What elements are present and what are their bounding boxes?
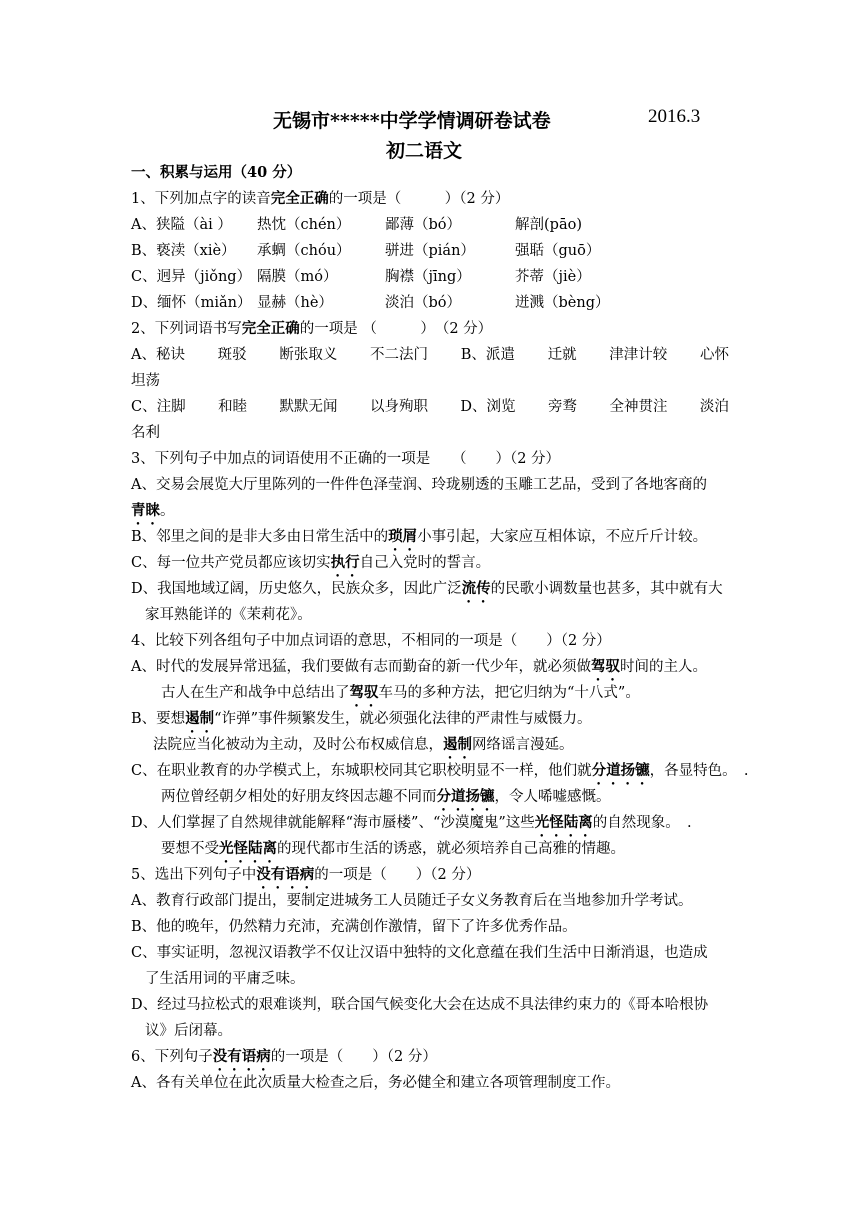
q2-word: 淡泊 [699, 399, 729, 415]
q4-dotted-word: 分道扬镳 [436, 788, 495, 805]
q1-option-cell: 热忱（chén） [257, 217, 351, 233]
q4-dotted-word: 驾驭 [590, 658, 620, 675]
q2-option-row [131, 342, 729, 368]
q2-word: 默默无闻 [279, 399, 338, 415]
question-6-stem [131, 1044, 731, 1070]
q2-word: 全神贯注 [609, 399, 668, 415]
q4-a1-pre: A、时代的发展异常迅猛，我们要做有志而勤奋的新一代少年，就必须做 [131, 659, 591, 675]
q4-b1-post: “诈弹”事件频繁发生，就必须强化法律的严肃性与威慑力。 [214, 711, 592, 727]
q1-option-cell: 鄙薄（bó） [385, 217, 462, 233]
q4-dotted-word: 分道扬镳 [591, 762, 650, 779]
q4-dotted-word: 遏制 [185, 710, 215, 727]
exam-date: 2016.3 [648, 106, 701, 127]
exam-content [131, 160, 749, 1096]
q4-option-b2 [131, 732, 731, 758]
q3-option-d [131, 576, 731, 602]
q4-a2-post: 车马的多种方法，把它归纳为“十八式”。 [378, 685, 640, 701]
q5-option-b: B、他的晚年，仍然精力充沛，充满创作激情，留下了许多优秀作品。 [131, 919, 577, 935]
q4-option-c2 [131, 784, 731, 810]
q4-c1-pre: C、在职业教育的办学模式上，东城职校同其它职校明显不一样，他们就 [131, 763, 592, 779]
q1-option-cell: 骈进（pián） [385, 243, 475, 259]
q2-stem-text: 2、下列词语书写 [131, 321, 242, 337]
q1-option-cell: 迸溅（bèng） [515, 295, 610, 311]
q1-option-row [131, 212, 731, 238]
q4-c2-pre: 两位曾经朝夕相处的好朋友终因志趣不同而 [161, 789, 437, 805]
q1-option-cell: B、亵渎（xiè） [131, 243, 236, 259]
q2-word: A、秘诀 [131, 347, 185, 363]
q2-stem-emphasis: 完全正确 [241, 320, 300, 337]
q2-option-row [131, 394, 729, 420]
q3-b-post: 小事引起，大家应互相体谅，不应斤斤计较。 [417, 529, 708, 545]
q4-dotted-word: 遏制 [443, 736, 472, 753]
q2-word: C、注脚 [131, 399, 186, 415]
q5-option-d: D、经过马拉松式的艰难谈判，联合国气候变化大会在达成不具法律约束力的《哥本哈根协 [131, 997, 709, 1013]
q1-option-cell: 芥蒂（jiè） [515, 269, 591, 285]
q1-option-cell: 显赫（hè） [257, 295, 333, 311]
q1-stem-emphasis: 完全正确 [270, 190, 329, 207]
q3-option-c [131, 550, 731, 576]
q3-dotted-word: 流传 [461, 580, 491, 597]
q4-option-b1 [131, 706, 731, 732]
question-2-stem [131, 316, 731, 342]
q4-option-c1 [131, 758, 749, 784]
q4-dotted-word: 驾驭 [349, 684, 379, 701]
q1-option-cell: A、狭隘（ài ） [131, 217, 232, 233]
q2-word: 津津计较 [609, 347, 668, 363]
q2-word: 旁骛 [548, 399, 578, 415]
title-row [0, 106, 860, 136]
q3-dotted-word: 青睐 [131, 502, 160, 519]
q4-a1-post: 时间的主人。 [619, 659, 707, 675]
q5-option-a: A、教育行政部门提出，要制定进城务工人员随迁子女义务教育后在当地参加升学考试。 [131, 893, 693, 909]
q6-stem-emphasis: 没有语病 [212, 1048, 271, 1065]
section-heading: 一、积累与运用（40 分） [131, 164, 302, 181]
q4-d2-pre: 要想不受 [161, 841, 219, 857]
q1-option-cell: 强聒（guō） [515, 243, 601, 259]
q2-word: B、派遣 [460, 347, 515, 363]
q3-option-a-end: 。 [160, 503, 175, 519]
q3-b-pre: B、邻里之间的是非大多由日常生活中的 [131, 529, 389, 545]
q4-a2-pre: 古人在生产和战争中总结出了 [161, 685, 350, 701]
q1-option-cell: 隔膜（mó） [257, 269, 338, 285]
q4-b2-pre: 法院应当化被动为主动，及时公布权威信息， [153, 737, 443, 753]
q6-stem-tail: 的一项是（ ）（2 分） [270, 1049, 437, 1065]
q1-option-row [131, 238, 731, 264]
q5-option-c: C、事实证明，忽视汉语教学不仅让汉语中独特的文化意蕴在我们生活中日渐消退，也造成 [131, 945, 708, 961]
q4-d1-pre: D、人们掌握了自然规律就能解释“海市蜃楼”、“沙漠魔鬼”这些 [131, 815, 535, 831]
q1-option-cell: 承蜩（chóu） [257, 243, 351, 259]
q1-option-cell: 淡泊（bó） [385, 295, 462, 311]
question-4-stem: 4、比较下列各组句子中加点词语的意思，不相同的一项是（ ）（2 分） [131, 633, 611, 649]
q1-stem-tail: 的一项是（ ）（2 分） [328, 191, 510, 207]
q1-option-cell: 解剖(pāo) [515, 217, 582, 233]
q4-d2-post: 的现代都市生活的诱惑，就必须培养自己高雅的情趣。 [277, 841, 625, 857]
question-5-stem [131, 862, 731, 888]
page-title: 无锡市*****中学学情调研卷试卷 [273, 110, 551, 132]
question-1-stem [131, 186, 731, 212]
q3-c-pre: C、每一位共产党员都应该切实 [131, 555, 331, 571]
q1-option-cell: C、迥异（jiǒng） [131, 269, 252, 285]
q3-option-b [131, 524, 731, 550]
q4-option-d1 [131, 810, 731, 836]
page-subtitle: 初二语文 [386, 140, 463, 162]
q2-word: 斑驳 [217, 347, 247, 363]
q4-option-a1 [131, 654, 731, 680]
q3-dotted-word: 执行 [330, 554, 360, 571]
q3-option-a-cont [131, 498, 731, 524]
q4-c1-post: ，各显特色。 . [649, 763, 749, 779]
q5-option-c-cont: 了生活用词的平庸乏味。 [145, 971, 305, 987]
question-3-stem: 3、下列句子中加点的词语使用不正确的一项是 （ ）（2 分） [131, 451, 561, 467]
q5-option-d-cont: 议》后闭幕。 [145, 1023, 232, 1039]
q1-option-cell: 胸襟（jīng） [385, 269, 471, 285]
q3-option-a: A、交易会展览大厅里陈列的一件件色泽莹润、玲珑剔透的玉雕工艺品，受到了各地客商的 [131, 477, 707, 493]
q4-option-a2 [131, 680, 731, 706]
q1-option-cell: D、缅怀（miǎn） [131, 295, 252, 311]
q3-d-post: 的民歌小调数量也甚多，其中就有大 [490, 581, 723, 597]
q2-word: 和睦 [218, 399, 248, 415]
q6-option-a: A、各有关单位在此次质量大检查之后，务必健全和建立各项管理制度工作。 [131, 1075, 620, 1091]
q2-word: 断张取义 [279, 347, 338, 363]
q2-option-continuation: 坦荡 [131, 373, 160, 389]
q2-word: D、浏览 [460, 399, 516, 415]
q2-word: 心怀 [699, 347, 729, 363]
q2-word: 以身殉职 [369, 399, 428, 415]
q4-d1-post: 的自然现象。 . [592, 815, 692, 831]
q3-dotted-word: 琐屑 [388, 528, 418, 545]
q3-d-pre: D、我国地域辽阔，历史悠久，民族众多，因此广泛 [131, 581, 462, 597]
q1-stem-text: 1、下列加点字的读音 [131, 191, 271, 207]
q2-word: 不二法门 [370, 347, 429, 363]
q2-word: 迁就 [547, 347, 577, 363]
q4-b1-pre: B、要想 [131, 711, 186, 727]
q4-b2-post: 网络谣言漫延。 [472, 737, 574, 753]
q1-option-row [131, 290, 731, 316]
q1-option-row [131, 264, 731, 290]
q2-stem-tail: 的一项是 （ ） （2 分） [299, 321, 493, 337]
q2-option-continuation: 名利 [131, 425, 160, 441]
q3-c-post: 自己入党时的誓言。 [359, 555, 491, 571]
q3-option-d-cont: 家耳熟能详的《茉莉花》。 [145, 607, 312, 623]
q4-option-d2 [131, 836, 731, 862]
q4-dotted-word: 光怪陆离 [534, 814, 593, 831]
q5-stem-tail: 的一项是（ ）（2 分） [314, 867, 481, 883]
q5-stem-text: 5、选出下列句子中 [131, 867, 257, 883]
q4-c2-post: ，令人唏嘘感慨。 [494, 789, 611, 805]
q6-stem-text: 6、下列句子 [131, 1049, 213, 1065]
q5-stem-emphasis: 没有语病 [256, 866, 315, 883]
q4-dotted-word: 光怪陆离 [219, 840, 277, 857]
